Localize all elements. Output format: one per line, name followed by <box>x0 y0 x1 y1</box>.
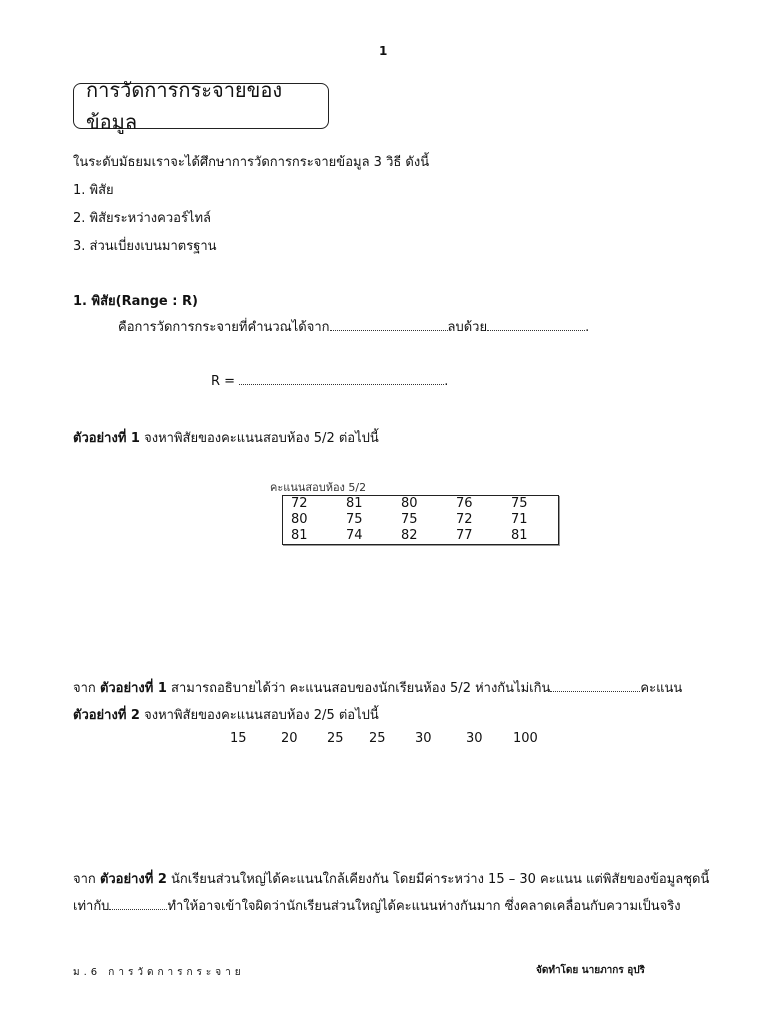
table-row <box>283 512 559 528</box>
example-1-label: ตัวอย่างที่ 1 <box>73 431 140 446</box>
intro-text: ในระดับมัธยมเราจะได้ศึกษาการวัดการกระจายข้อมูล 3 วิธี ดังนี้ <box>73 155 430 170</box>
blank-range-formula <box>239 372 444 385</box>
example-1-conclusion-unit: คะแนน <box>640 681 683 696</box>
score-value: 25 <box>327 731 344 746</box>
table-cell: 75 <box>401 512 418 527</box>
table-cell: 72 <box>291 496 308 511</box>
page-number: 1 <box>379 44 388 58</box>
range-definition-line <box>118 316 589 337</box>
page-title-box <box>73 78 329 134</box>
blank-example-1-range <box>550 679 640 692</box>
range-formula-line <box>211 372 448 389</box>
range-formula-end: . <box>444 374 449 389</box>
method-item-3: 3. ส่วนเบี่ยงเบนมาตรฐาน <box>73 239 217 254</box>
range-definition-end: . <box>585 320 590 335</box>
blank-max-value <box>330 318 448 331</box>
table-cell: 80 <box>401 496 418 511</box>
score-table-title: คะแนนสอบห้อง 5/2 <box>270 481 367 494</box>
table-cell: 76 <box>456 496 473 511</box>
range-formula-prefix: R = <box>211 374 236 389</box>
table-cell: 75 <box>511 496 528 511</box>
example-1-conclusion-label: ตัวอย่างที่ 1 <box>99 681 167 696</box>
example-1-conclusion-text: สามารถอธิบายได้ว่า คะแนนสอบของนักเรียนห้อง 5/2 ห่างกันไม่เกิน <box>171 681 551 696</box>
blank-min-value <box>487 318 585 331</box>
range-definition-middle: ลบด้วย <box>447 320 488 335</box>
method-item-1: 1. พิสัย <box>73 183 114 198</box>
table-row <box>283 528 559 545</box>
example-2-conclusion-prefix: จาก <box>73 872 96 887</box>
table-row <box>283 496 559 513</box>
footer-author: จัดทำโดย นายภากร อุปริ <box>536 965 645 976</box>
example-2-conclusion-label: ตัวอย่างที่ 2 <box>99 872 167 887</box>
score-value: 20 <box>281 731 298 746</box>
score-value: 15 <box>230 731 247 746</box>
example-2-conclusion-text: นักเรียนส่วนใหญ่ได้คะแนนใกล้เคียงกัน โดยมีค่าระหว่าง 15 – 30 คะแนน แต่พิสัยของข้อมูลชุดนี้ <box>171 872 710 887</box>
example-1-text: จงหาพิสัยของคะแนนสอบห้อง 5/2 ต่อไปนี้ <box>144 431 379 446</box>
score-table <box>282 495 559 545</box>
blank-example-2-range <box>109 897 167 910</box>
footer-course-label: ม.6 การวัดการกระจาย <box>73 967 245 978</box>
example-2-conclusion-line2-text: ทำให้อาจเข้าใจผิดว่านักเรียนส่วนใหญ่ได้คะแนนห่างกันมาก ซึ่งคลาดเคลื่อนกับความเป็นจริง <box>167 899 681 914</box>
method-item-2: 2. พิสัยระหว่างควอร์ไทล์ <box>73 211 211 226</box>
example-1-conclusion <box>73 677 682 698</box>
example-1-prompt <box>73 427 379 448</box>
score-value: 30 <box>415 731 432 746</box>
example-2-conclusion-line-2 <box>73 895 681 916</box>
table-cell: 81 <box>346 496 363 511</box>
example-2-text: จงหาพิสัยของคะแนนสอบห้อง 2/5 ต่อไปนี้ <box>144 708 379 723</box>
table-cell: 75 <box>346 512 363 527</box>
example-1-conclusion-prefix: จาก <box>73 681 96 696</box>
example-2-prompt <box>73 704 379 725</box>
example-2-label: ตัวอย่างที่ 2 <box>73 708 140 723</box>
example-2-conclusion-line2-prefix: เท่ากับ <box>73 899 110 914</box>
table-cell: 72 <box>456 512 473 527</box>
table-cell: 82 <box>401 528 418 543</box>
score-value: 30 <box>466 731 483 746</box>
table-cell: 81 <box>511 528 528 543</box>
range-definition-prefix: คือการวัดการกระจายที่คำนวณได้จาก <box>118 320 330 335</box>
score-value: 25 <box>369 731 386 746</box>
section-1-heading: 1. พิสัย(Range : R) <box>73 294 198 309</box>
table-cell: 80 <box>291 512 308 527</box>
example-2-conclusion <box>73 868 709 889</box>
table-cell: 71 <box>511 512 528 527</box>
table-cell: 81 <box>291 528 308 543</box>
page-title: การวัดการกระจายของข้อมูล <box>86 78 283 134</box>
table-cell: 74 <box>346 528 363 543</box>
table-cell: 77 <box>456 528 473 543</box>
score-value: 100 <box>513 731 538 746</box>
